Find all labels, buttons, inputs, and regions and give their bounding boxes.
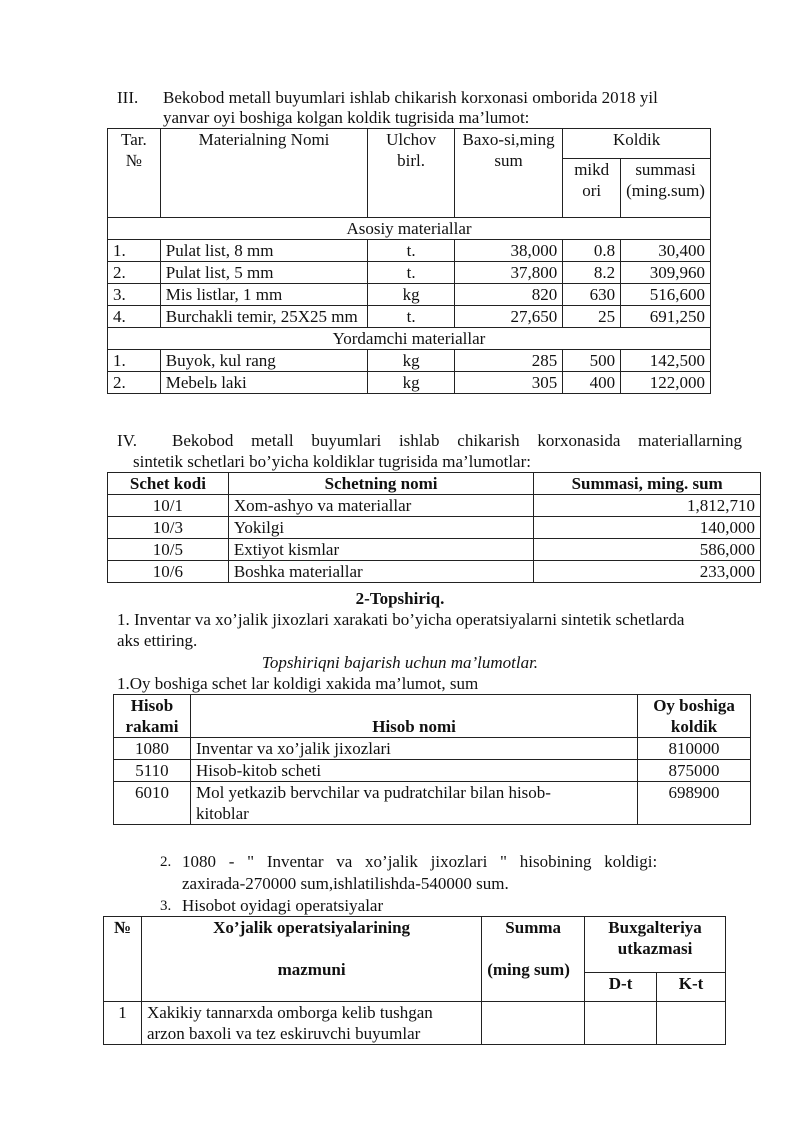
- row-number: 4.: [108, 306, 161, 328]
- header-schet-kodi: Schet kodi: [108, 473, 229, 495]
- item2-line1: 1080 - " Inventar va xo’jalik jixozlari " hisobining koldigi:: [182, 852, 658, 871]
- price: 27,650: [454, 306, 562, 328]
- table-row: [108, 240, 711, 262]
- operation-number: 1: [104, 1002, 142, 1045]
- sum: 516,600: [621, 284, 711, 306]
- schet-sum: 1,812,710: [534, 495, 761, 517]
- row-number: 3.: [108, 284, 161, 306]
- header-summa-label: Summa: [505, 918, 562, 937]
- schet-name: Extiyot kismlar: [228, 539, 533, 561]
- section3-heading-line2: yanvar oyi boshiga kolgan koldik tugrisida ma’lumot:: [163, 108, 530, 127]
- header-content-line1: Xo’jalik operatsiyalarining: [213, 918, 411, 937]
- accounts-balance-table: [113, 694, 751, 825]
- account-name: Inventar va xo’jalik jixozlari: [190, 738, 637, 760]
- table-row: [104, 1002, 726, 1045]
- material-name: Pulat list, 5 mm: [160, 262, 368, 284]
- table-row: [108, 539, 761, 561]
- sum: 142,500: [621, 350, 711, 372]
- account-number: 1080: [114, 738, 191, 760]
- header-credit: K-t: [657, 973, 726, 1002]
- quantity: 400: [563, 372, 621, 394]
- schet-code: 10/1: [108, 495, 229, 517]
- price: 820: [454, 284, 562, 306]
- task2-intro-line1: 1. Inventar va xo’jalik jixozlari xarakati bo’yicha operatsiyalarni sintetik schetlarda: [117, 610, 685, 629]
- table-row: [108, 495, 761, 517]
- sum: 691,250: [621, 306, 711, 328]
- unit: t.: [368, 262, 455, 284]
- account-balance: 810000: [638, 738, 751, 760]
- table-row: [108, 517, 761, 539]
- price: 285: [454, 350, 562, 372]
- operations-table: [103, 916, 726, 1045]
- row-number: 2.: [108, 372, 161, 394]
- schet-name: Boshka materiallar: [228, 561, 533, 583]
- operation-debit: [585, 1002, 657, 1045]
- schet-code: 10/6: [108, 561, 229, 583]
- row-number: 1.: [108, 240, 161, 262]
- task2-title: 2-Topshiriq.: [355, 589, 445, 608]
- header-unit: Ulchov birl.: [368, 129, 455, 218]
- material-name: Pulat list, 8 mm: [160, 240, 368, 262]
- section4-number: IV.: [117, 431, 137, 450]
- table-row: [108, 284, 711, 306]
- schet-code: 10/5: [108, 539, 229, 561]
- sum: 309,960: [621, 262, 711, 284]
- quantity: 0.8: [563, 240, 621, 262]
- header-content: [141, 917, 481, 1002]
- section4-heading-line1: Bekobod metall buyumlari ishlab chikarish korxonasida materiallarning: [172, 431, 742, 450]
- schet-sum: 233,000: [534, 561, 761, 583]
- row-number: 2.: [108, 262, 161, 284]
- table-row: [108, 350, 711, 372]
- price: 38,000: [454, 240, 562, 262]
- table-row: [114, 760, 751, 782]
- price: 305: [454, 372, 562, 394]
- unit: t.: [368, 240, 455, 262]
- section3-heading-line1: Bekobod metall buyumlari ishlab chikarish korxonasi omborida 2018 yil: [163, 88, 658, 107]
- schet-name: Xom-ashyo va materiallar: [228, 495, 533, 517]
- account-number: 6010: [114, 782, 191, 825]
- schet-sum: 586,000: [534, 539, 761, 561]
- material-name: Mebelь laki: [160, 372, 368, 394]
- item3-number: 3.: [160, 898, 172, 914]
- header-oy-boshiga: Oy boshiga koldik: [638, 695, 751, 738]
- group-yordamchi: Yordamchi materiallar: [108, 328, 711, 350]
- header-mikdori: mikd ori: [563, 159, 621, 218]
- header-hisob-nomi: Hisob nomi: [190, 695, 637, 738]
- task2-data-caption: Topshiriqni bajarish uchun ma’lumotlar.: [261, 653, 539, 672]
- header-koldik: Koldik: [563, 129, 711, 159]
- unit: t.: [368, 306, 455, 328]
- material-name: Mis listlar, 1 mm: [160, 284, 368, 306]
- schet-name: Yokilgi: [228, 517, 533, 539]
- header-tar: Tar. №: [108, 129, 161, 218]
- account-balance: 698900: [638, 782, 751, 825]
- item2-number: 2.: [160, 854, 172, 870]
- header-price: Baxo-si,ming sum: [454, 129, 562, 218]
- table-row: [114, 738, 751, 760]
- item2-line2: zaxirada-270000 sum,ishlatilishda-540000 sum.: [182, 874, 509, 893]
- header-buxgalteriya: Buxgalteriya utkazmasi: [585, 917, 726, 973]
- header-summa-unit: (ming sum): [487, 960, 570, 979]
- quantity: 500: [563, 350, 621, 372]
- sum: 122,000: [621, 372, 711, 394]
- task2-sub1: 1.Oy boshiga schet lar koldigi xakida ma’lumot, sum: [117, 674, 479, 693]
- sum: 30,400: [621, 240, 711, 262]
- synthetic-accounts-table: [107, 472, 761, 583]
- table-row: [108, 372, 711, 394]
- header-summa: [482, 917, 585, 1002]
- schet-code: 10/3: [108, 517, 229, 539]
- group-asosiy: Asosiy materiallar: [108, 218, 711, 240]
- schet-sum: 140,000: [534, 517, 761, 539]
- header-summasi: summasi (ming.sum): [621, 159, 711, 218]
- price: 37,800: [454, 262, 562, 284]
- account-number: 5110: [114, 760, 191, 782]
- task2-intro-line2: aks ettiring.: [117, 631, 198, 650]
- table-row: [114, 782, 751, 825]
- header-content-line2: mazmuni: [277, 960, 346, 979]
- header-material-name: Materialning Nomi: [160, 129, 368, 218]
- material-name: Burchakli temir, 25X25 mm: [160, 306, 368, 328]
- quantity: 25: [563, 306, 621, 328]
- table-row: [108, 306, 711, 328]
- account-name: Hisob-kitob scheti: [190, 760, 637, 782]
- unit: kg: [368, 372, 455, 394]
- quantity: 630: [563, 284, 621, 306]
- account-name: Mol yetkazib bervchilar va pudratchilar bilan hisob-kitoblar: [190, 782, 637, 825]
- section4-heading-line2: sintetik schetlari bo’yicha koldiklar tugrisida ma’lumotlar:: [133, 452, 531, 471]
- header-summasi: Summasi, ming. sum: [534, 473, 761, 495]
- table-row: [108, 262, 711, 284]
- row-number: 1.: [108, 350, 161, 372]
- operation-text: Xakikiy tannarxda omborga kelib tushgan arzon baxoli va tez eskiruvchi buyumlar: [141, 1002, 481, 1045]
- operation-sum: [482, 1002, 585, 1045]
- unit: kg: [368, 350, 455, 372]
- quantity: 8.2: [563, 262, 621, 284]
- header-debit: D-t: [585, 973, 657, 1002]
- section3-number: III.: [117, 88, 139, 107]
- account-balance: 875000: [638, 760, 751, 782]
- unit: kg: [368, 284, 455, 306]
- header-schet-nomi: Schetning nomi: [228, 473, 533, 495]
- materials-balance-table: [107, 128, 711, 394]
- material-name: Buyok, kul rang: [160, 350, 368, 372]
- operation-credit: [657, 1002, 726, 1045]
- table-row: [108, 561, 761, 583]
- header-no: №: [104, 917, 142, 1002]
- header-hisob-rakami: Hisob rakami: [114, 695, 191, 738]
- item3-text: Hisobot oyidagi operatsiyalar: [182, 896, 384, 915]
